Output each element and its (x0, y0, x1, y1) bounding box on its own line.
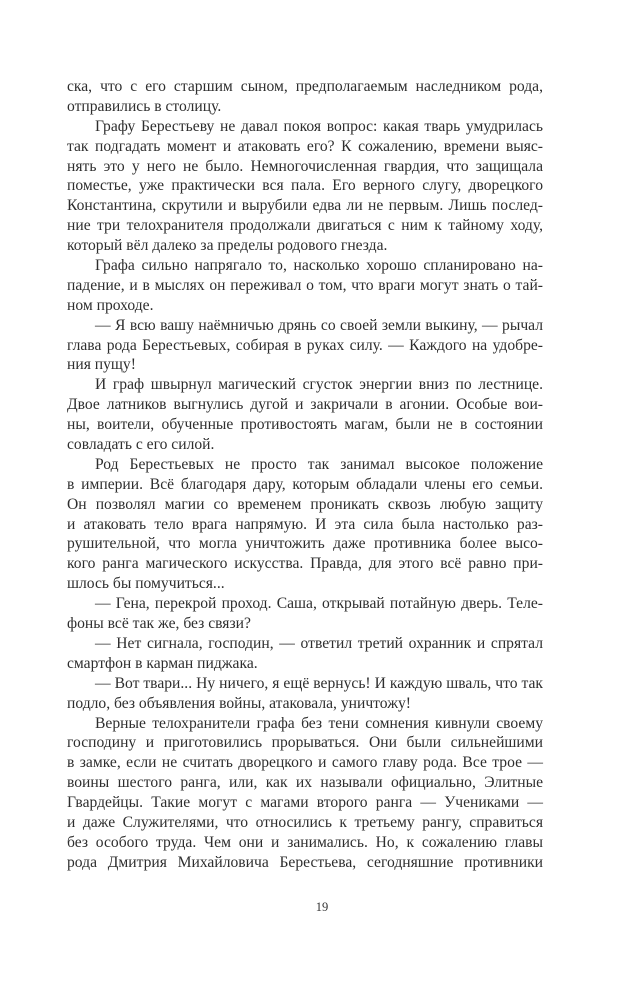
text-line: — Нет сигнала, господин, — ответил третий охранник и спрятал (95, 634, 543, 652)
page-number: 19 (315, 900, 329, 914)
text-line: который вёл далеко за пределы родового гнезда. (67, 237, 388, 255)
text-line: фоны всё так же, без связи? (67, 615, 251, 633)
paragraph (67, 714, 543, 873)
text-line: смартфон в карман пиджака. (67, 654, 258, 672)
text-line: без особого труда. Чем они и занимались. Но, к сожалению главы (67, 833, 543, 851)
text-line: совладать с его силой. (67, 436, 215, 454)
text-line: в империи. Всё благодаря дару, которым обладали члены его семьи. (67, 475, 543, 493)
text-line: так подгадать момент и атаковать его? К сожалению, времени выяс- (67, 137, 543, 155)
text-line: Двое латников выгнулись дугой и закричали в агонии. Особые вои- (67, 396, 543, 414)
text-line: — Я всю вашу наёмничью дрянь со своей земли выкину, — рычал (95, 316, 543, 334)
text-line: нять это у него не было. Немногочисленная гвардия, что защищала (67, 157, 543, 175)
text-line: воины шестого ранга, или, как их называли официально, Элитные (67, 774, 543, 792)
text-line: Верные телохранители графа без тени сомнения кивнули своему (95, 714, 543, 732)
text-line: И граф швырнул магический сгусток энергии вниз по лестнице. (95, 376, 543, 394)
text-line: и даже Служителями, что относились к третьему рангу, справиться (67, 813, 543, 831)
text-line: ном проходе. (67, 296, 154, 314)
text-line: Он позволял магии со временем проникать сквозь любую защиту (67, 495, 543, 513)
text-line: ны, воители, обученные противостоять магам, были не в состоянии (67, 416, 543, 434)
text-line: рушительной, что могла уничтожить даже противника более высо- (67, 535, 543, 553)
paragraph (67, 455, 543, 594)
body-text (67, 77, 543, 873)
text-line: подло, без объявления войны, атаковала, уничтожу! (67, 694, 411, 712)
text-line: поместье, уже практически вся пала. Его верного слугу, дворецкого (67, 177, 543, 195)
text-line: Гвардейцы. Такие могут с магами второго ранга — Учениками — (67, 794, 543, 812)
paragraph (67, 77, 543, 117)
text-line: — Вот твари... Ну ничего, я ещё вернусь! И каждую шваль, что так (95, 674, 543, 692)
text-line: господину и приготовились прорываться. Они были сильнейшими (67, 734, 543, 752)
text-line: Графа сильно напрягало то, насколько хорошо спланировано на- (95, 257, 543, 275)
paragraph (67, 634, 543, 674)
text-line: Род Берестьевых не просто так занимал высокое положение (95, 455, 543, 473)
text-line: падение, и в мыслях он переживал о том, что враги могут знать о тай- (67, 276, 543, 294)
text-line: отправились в столицу. (67, 97, 222, 115)
text-line: ние три телохранителя продолжали двигаться с ним к тайному ходу, (67, 217, 543, 235)
text-line: ска, что с его старшим сыном, предполагаемым наследником рода, (67, 78, 543, 95)
text-line: рода Дмитрия Михайловича Берестьева, сегодняшние противники (67, 853, 543, 871)
paragraph (67, 375, 543, 455)
paragraph (67, 594, 543, 634)
paragraph (67, 674, 543, 714)
paragraph (67, 117, 543, 256)
paragraph (67, 316, 543, 376)
text-line: и атаковать тело врага напрямую. И эта сила была настолько раз- (67, 515, 543, 533)
text-line: в замке, если не считать дворецкого и самого главу рода. Все трое — (67, 754, 543, 772)
text-line: ния пущу! (67, 356, 136, 374)
text-line: Константина, скрутили и вырубили едва ли не первым. Лишь послед- (67, 197, 543, 215)
text-line: кого ранга магического искусства. Правда, для этого всё равно при- (67, 555, 543, 573)
text-line: шлось бы помучиться... (67, 575, 225, 593)
text-line: — Гена, перекрой проход. Саша, открывай потайную дверь. Теле- (95, 595, 543, 613)
text-line: Графу Берестьеву не давал покоя вопрос: какая тварь умудрилась (95, 117, 543, 135)
text-line: глава рода Берестьевых, собирая в руках силу. — Каждого на удобре- (67, 336, 543, 354)
paragraph (67, 256, 543, 316)
